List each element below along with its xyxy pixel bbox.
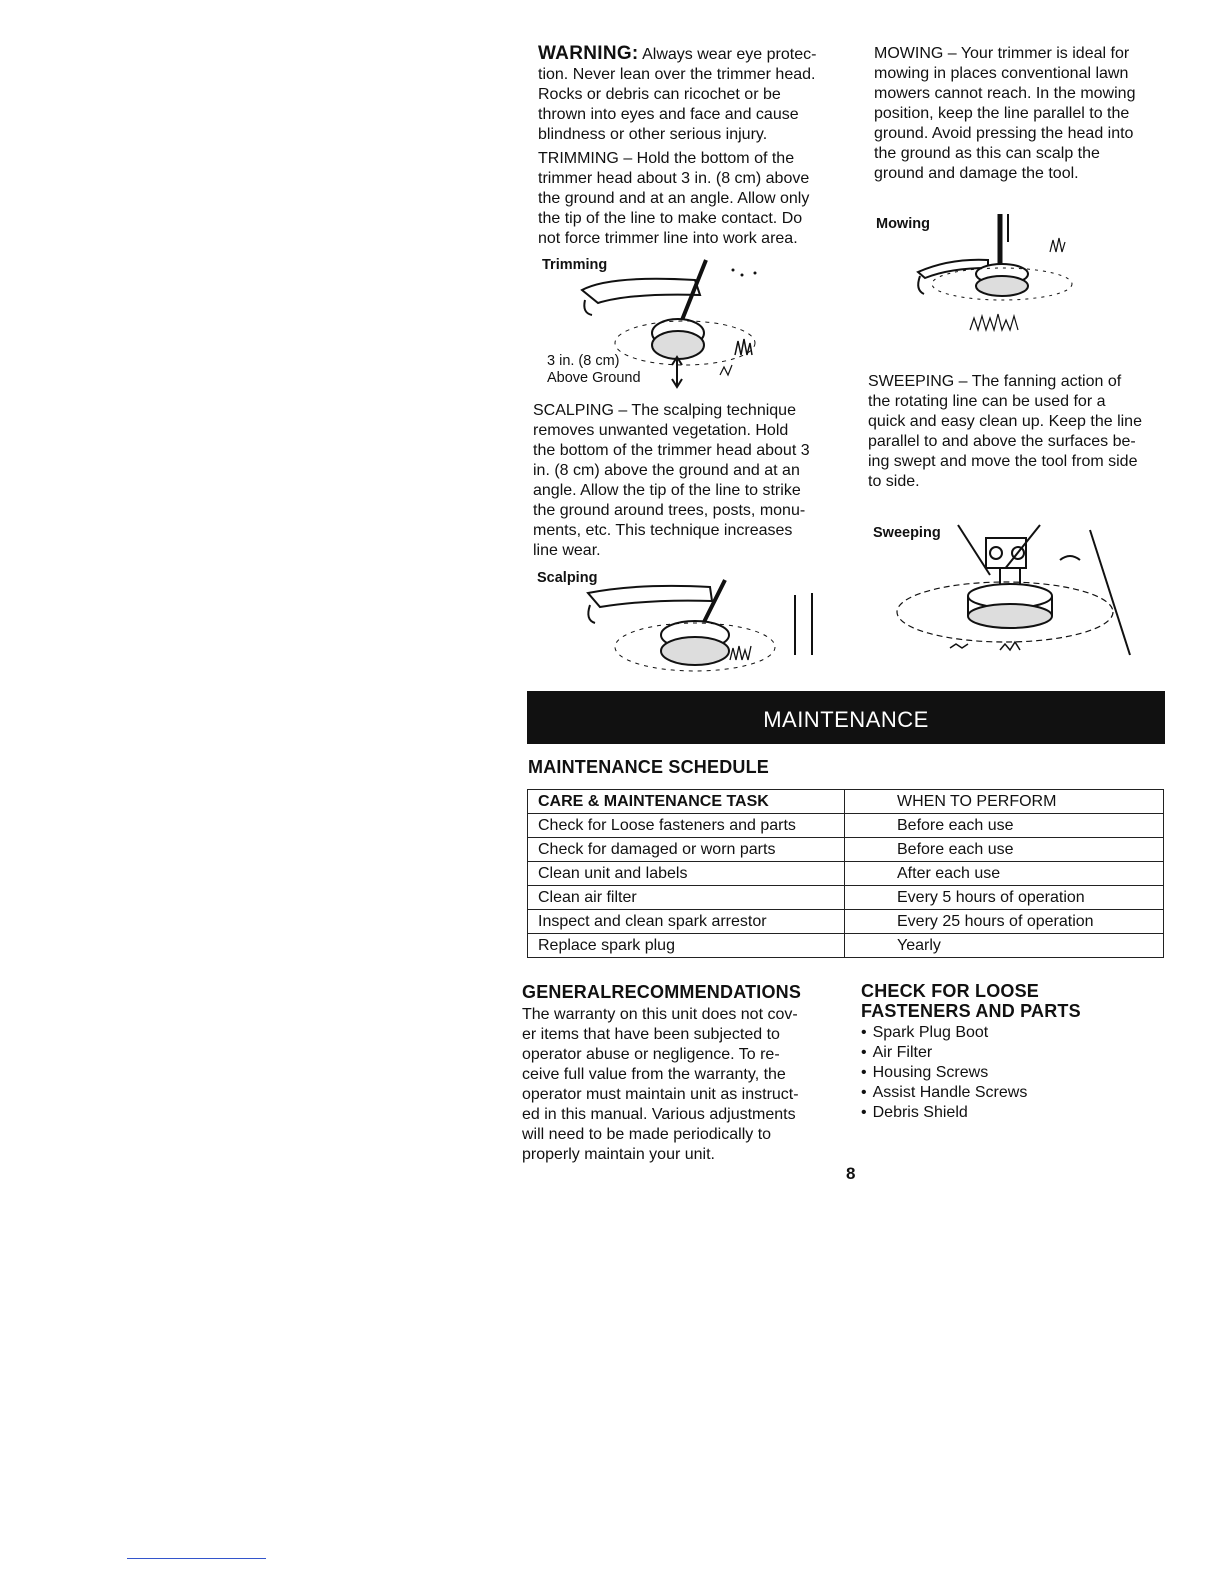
table-row [528,910,1164,934]
schedule-heading: MAINTENANCE SCHEDULE [528,757,770,777]
warning-label: WARNING: [538,43,639,64]
trimming-line: trimmer head about 3 in. (8 cm) above [538,170,810,187]
list-item: • Air Filter [861,1043,1027,1063]
sweeping-line: to side. [868,473,920,490]
task-cell: Clean air filter [528,886,845,910]
when-cell: Yearly [845,934,1164,958]
general-line: er items that have been subjected to [522,1026,780,1043]
mowing-paragraph [874,44,1174,184]
table-row [528,814,1164,838]
general-line: properly maintain your unit. [522,1146,715,1163]
scalping-line: ments, etc. This technique increases [533,522,793,539]
trimming-line: the tip of the line to make contact. Do [538,210,803,227]
general-recommendations-text [522,1005,842,1165]
page-number: 8 [846,1164,856,1183]
scalping-line: the ground around trees, posts, monu- [533,502,806,519]
general-line: operator abuse or negligence. To re- [522,1046,780,1063]
scalping-figure-label: Scalping [537,570,598,586]
scalping-paragraph [533,401,863,561]
mowing-line: the ground as this can scalp the [874,145,1100,162]
general-recommendations-heading: GENERALRECOMMENDATIONS [522,982,802,1002]
scalping-line: removes unwanted vegetation. Hold [533,422,789,439]
trimming-paragraph [538,149,858,249]
sweeping-line: SWEEPING – The fanning action of [868,373,1122,390]
scalping-illustration [580,575,830,680]
sweeping-illustration [890,520,1140,660]
trimming-line: not force trimmer line into work area. [538,230,798,247]
mowing-figure-label: Mowing [876,216,930,232]
when-cell: After each use [845,862,1164,886]
list-item: • Assist Handle Screws [861,1083,1027,1103]
mowing-line: mowers cannot reach. In the mowing [874,85,1136,102]
table-row [528,862,1164,886]
sweeping-line: ing swept and move the tool from side [868,453,1138,470]
trimming-figure-note: 3 in. (8 cm) Above Ground [547,353,641,386]
mowing-line: position, keep the line parallel to the [874,105,1130,122]
task-cell: Replace spark plug [528,934,845,958]
trimming-line: the ground and at an angle. Allow only [538,190,810,207]
sweeping-line: parallel to and above the surfaces be- [868,433,1136,450]
mowing-line: ground and damage the tool. [874,165,1079,182]
warning-line-2: tion. Never lean over the trimmer head. [538,66,816,83]
warning-line-3: Rocks or debris can ricochet or be [538,86,781,103]
table-row [528,838,1164,862]
column-header-when: WHEN TO PERFORM [845,790,1164,814]
sweeping-line: the rotating line can be used for a [868,393,1106,410]
table-row [528,934,1164,958]
fastener-checklist [861,1023,1027,1123]
warning-line-4: thrown into eyes and face and cause [538,106,799,123]
warning-line-1: WARNING: Always wear eye protec- [538,43,817,64]
scalping-line: the bottom of the trimmer head about 3 [533,442,810,459]
scan-edge-line [127,1558,266,1559]
list-item: • Spark Plug Boot [861,1023,1027,1043]
list-item: • Housing Screws [861,1063,1027,1083]
when-cell: Before each use [845,814,1164,838]
task-cell: Inspect and clean spark arrestor [528,910,845,934]
mowing-line: MOWING – Your trimmer is ideal for [874,45,1130,62]
mowing-illustration [910,212,1085,342]
general-line: ceive full value from the warranty, the [522,1066,786,1083]
general-line: operator must maintain unit as instruct- [522,1086,799,1103]
trimming-figure-label: Trimming [542,257,608,273]
check-fasteners-heading: CHECK FOR LOOSE FASTENERS AND PARTS [861,981,1081,1021]
general-line: ed in this manual. Various adjustments [522,1106,796,1123]
maintenance-schedule-table [527,789,1164,958]
mowing-line: ground. Avoid pressing the head into [874,125,1134,142]
when-cell: Every 5 hours of operation [845,886,1164,910]
sweeping-paragraph [868,372,1173,492]
general-line: The warranty on this unit does not cov- [522,1006,798,1023]
sweeping-figure-label: Sweeping [873,525,941,541]
task-cell: Check for damaged or worn parts [528,838,845,862]
sweeping-line: quick and easy clean up. Keep the line [868,413,1142,430]
table-row [528,886,1164,910]
table-header-row [528,790,1164,814]
when-cell: Before each use [845,838,1164,862]
when-cell: Every 25 hours of operation [845,910,1164,934]
list-item: • Debris Shield [861,1103,1027,1123]
scalping-line: in. (8 cm) above the ground and at an [533,462,800,479]
warning-line-5: blindness or other serious injury. [538,126,768,143]
scalping-line: angle. Allow the tip of the line to strike [533,482,801,499]
maintenance-section-banner: MAINTENANCE [527,691,1165,744]
trimming-illustration [570,255,780,390]
task-cell: Check for Loose fasteners and parts [528,814,845,838]
mowing-line: mowing in places conventional lawn [874,65,1129,82]
warning-block [538,44,858,145]
column-header-task: CARE & MAINTENANCE TASK [528,790,845,814]
task-cell: Clean unit and labels [528,862,845,886]
trimming-line: TRIMMING – Hold the bottom of the [538,150,795,167]
scalping-line: line wear. [533,542,601,559]
scalping-line: SCALPING – The scalping technique [533,402,796,419]
general-line: will need to be made periodically to [522,1126,772,1143]
